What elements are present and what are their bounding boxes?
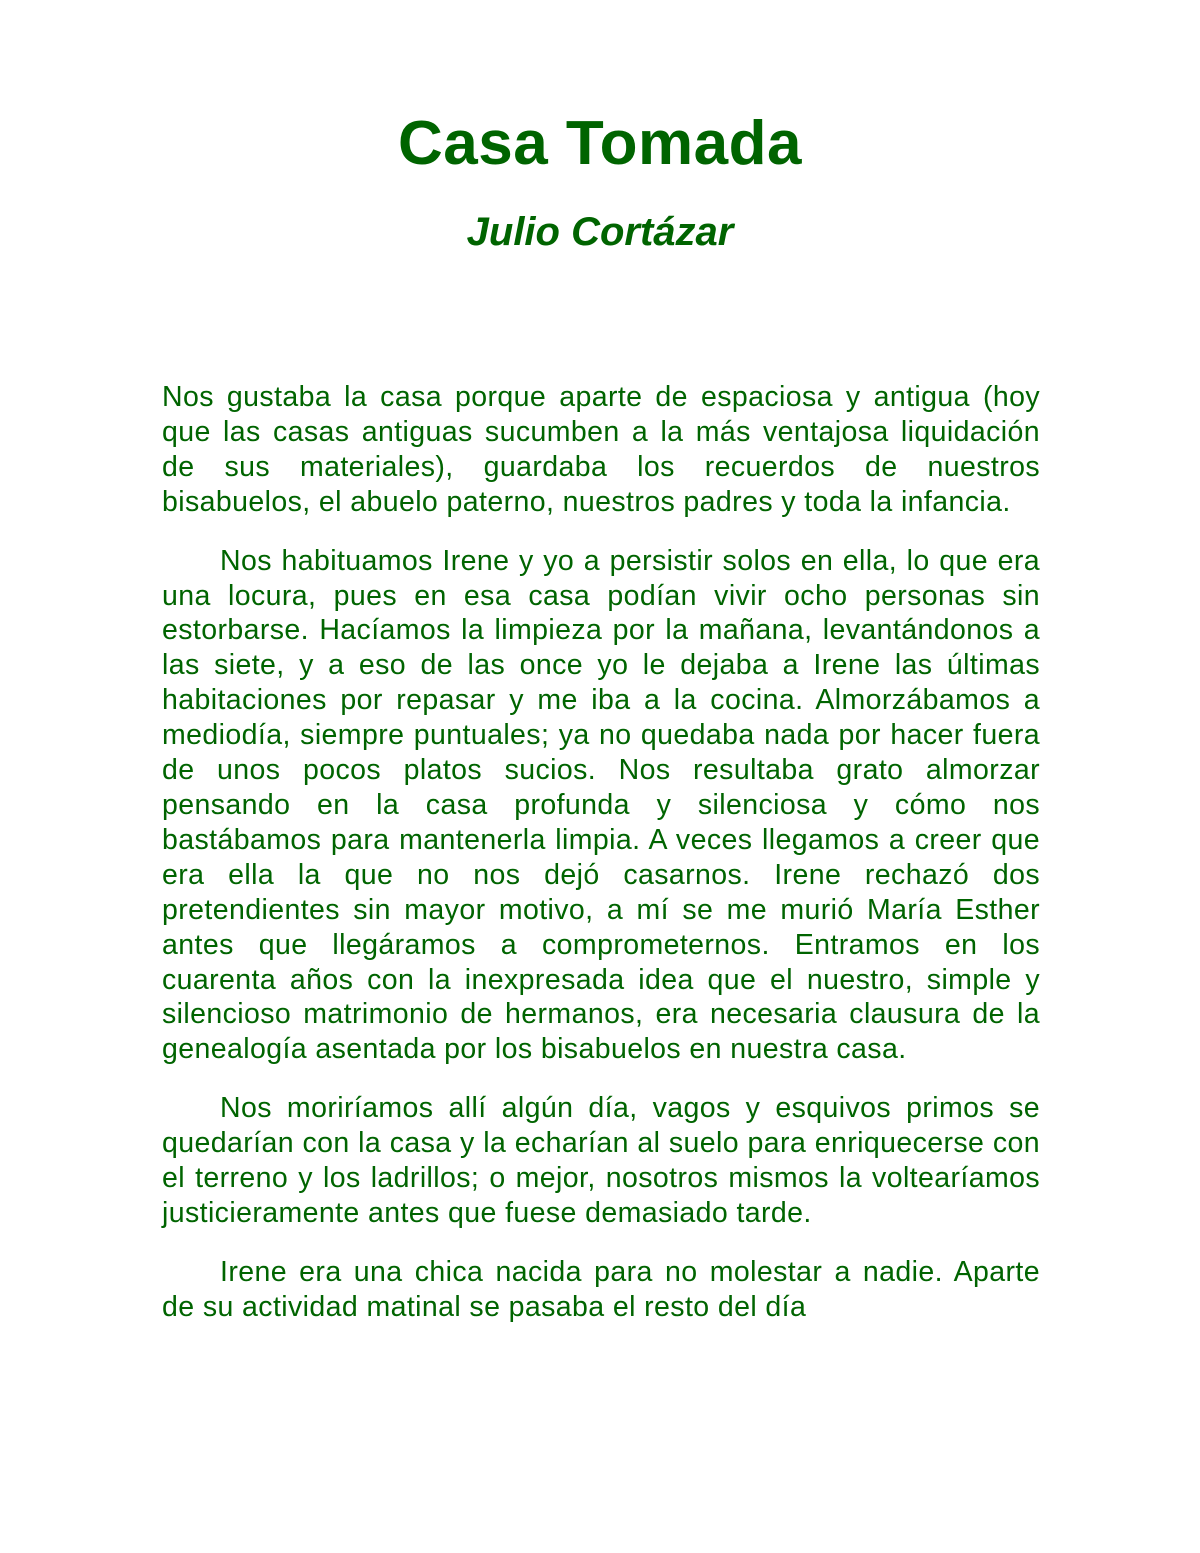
- paragraph-4: Irene era una chica nacida para no molestar a nadie. Aparte de su actividad matinal se pasaba el resto del día: [162, 1255, 1040, 1323]
- document-author: Julio Cortázar: [466, 210, 734, 254]
- paragraph-3: Nos moriríamos allí algún día, vagos y esquivos primos se quedarían con la casa y la echarían al suelo para enriquecerse con el terreno y los ladrillos; o mejor, nosotros mismos la voltearíamos justicieramente antes que fuese demasiado tarde.: [162, 1092, 1040, 1229]
- document-title: Casa Tomada: [397, 109, 803, 178]
- document-body: [162, 380, 1040, 1349]
- paragraph-2: Nos habituamos Irene y yo a persistir solos en ella, lo que era una locura, pues en esa casa podían vivir ocho personas sin estorbarse. Hacíamos la limpieza por la mañana, levantándonos a las siete, y a eso de las once yo le dejaba a Irene las últimas habitaciones por repasar y me iba a la cocina. Almorzábamos a mediodía, siempre puntuales; ya no quedaba nada por hacer fuera de unos pocos platos sucios. Nos resultaba grato almorzar pensando en la casa profunda y silenciosa y cómo nos bastábamos para mantenerla limpia. A veces llegamos a creer que era ella la que no nos dejó casarnos. Irene rechazó dos pretendientes sin mayor motivo, a mí se me murió María Esther antes que llegáramos a comprometernos. Entramos en los cuarenta años con la inexpresada idea que el nuestro, simple y silencioso matrimonio de hermanos, era necesaria clausura de la genealogía asentada por los bisabuelos en nuestra casa.: [162, 544, 1040, 1066]
- paragraph-1: Nos gustaba la casa porque aparte de espaciosa y antigua (hoy que las casas antiguas sucumben a la más ventajosa liquidación de sus materiales), guardaba los recuerdos de nuestros bisabuelos, el abuelo paterno, nuestros padres y toda la infancia.: [162, 381, 1040, 518]
